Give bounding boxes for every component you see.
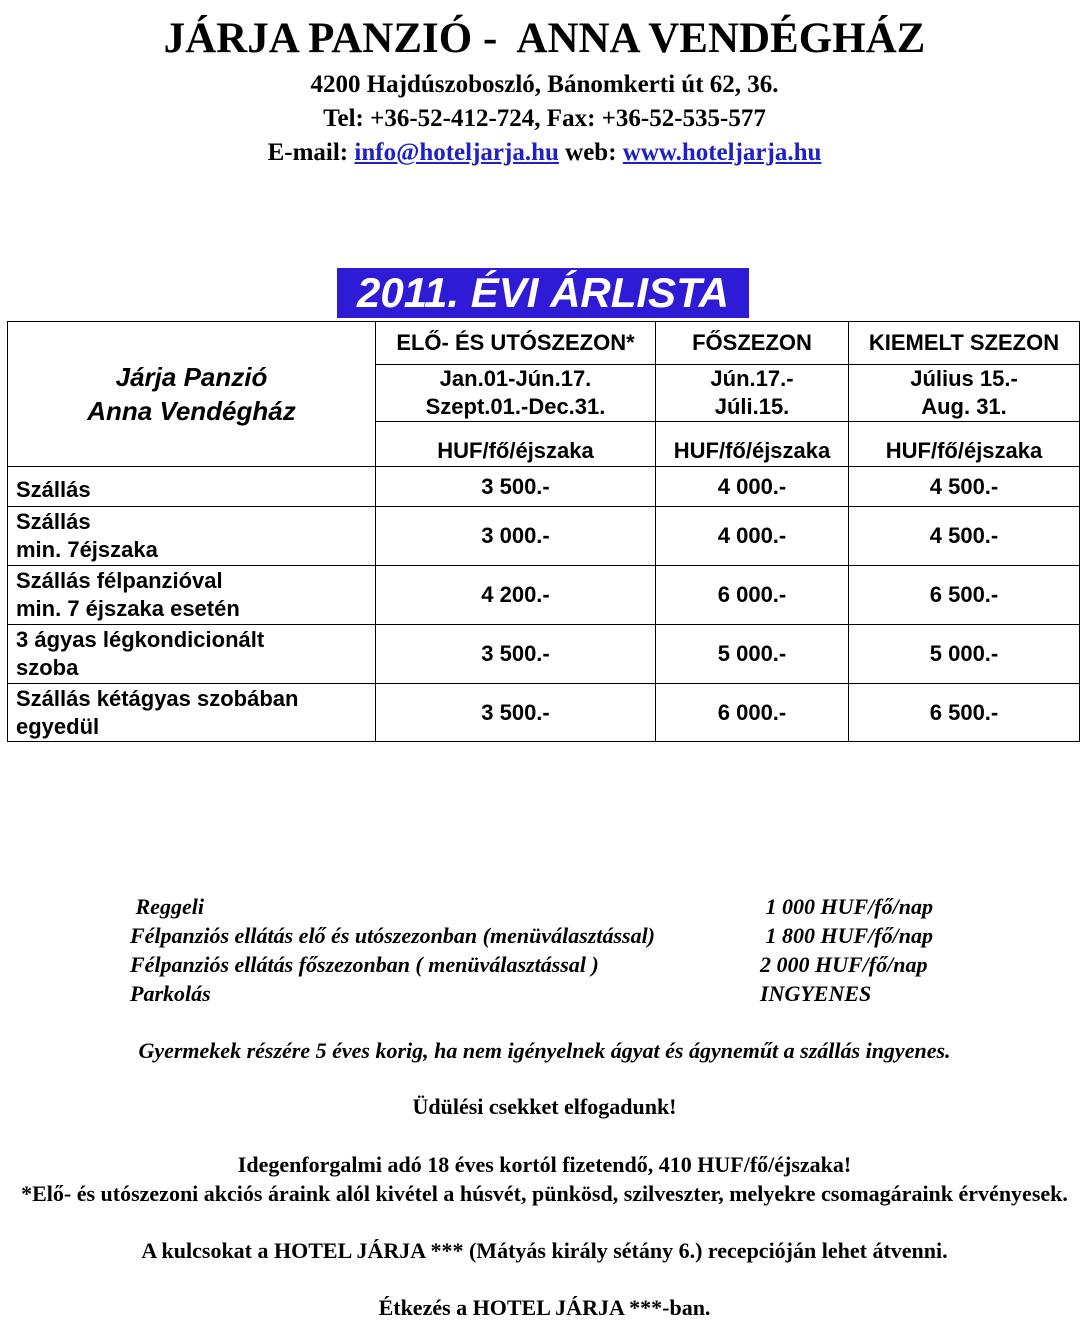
price-cell: 3 500.- [376, 625, 656, 684]
web-label: web: [558, 139, 623, 166]
pricelist-title: 2011. ÉVI ÁRLISTA [337, 268, 749, 318]
table-row [8, 566, 1080, 625]
season-unit-1: HUF/fő/éjszaka [376, 422, 656, 467]
price-cell: 6 500.- [849, 684, 1080, 742]
table-row [8, 467, 1080, 507]
name-line2: Anna Vendégház [87, 396, 296, 426]
email-link[interactable]: info@hoteljarja.hu [354, 139, 559, 166]
price-cell: 4 000.- [656, 467, 849, 507]
price-cell: 3 500.- [376, 684, 656, 742]
price-cell: 4 500.- [849, 507, 1080, 566]
price-cell: 4 500.- [849, 467, 1080, 507]
price-cell: 3 000.- [376, 507, 656, 566]
season-name-1: ELŐ- ÉS UTÓSZEZON* [376, 322, 656, 365]
price-cell: 3 500.- [376, 467, 656, 507]
phone-fax: Tel: +36-52-412-724, Fax: +36-52-535-577 [323, 105, 766, 132]
cheque-note: Üdülési csekket elfogadunk! [412, 1094, 677, 1119]
name-line1: Járja Panzió [115, 362, 268, 392]
extra-item: Reggeli [130, 894, 204, 919]
season-name-3: KIEMELT SZEZON [849, 322, 1080, 365]
row-label: Szállás min. 7éjszaka [8, 507, 376, 566]
price-cell: 6 000.- [656, 566, 849, 625]
price-cell: 6 000.- [656, 684, 849, 742]
web-link[interactable]: www.hoteljarja.hu [622, 139, 822, 166]
page-title: JÁRJA PANZIÓ - ANNA VENDÉGHÁZ [163, 15, 926, 62]
keys-note: A kulcsokat a HOTEL JÁRJA *** (Mátyás király sétány 6.) recepcióján lehet átvenni. [141, 1238, 948, 1263]
season-unit-2: HUF/fő/éjszaka [656, 422, 849, 467]
exception-note: *Elő- és utószezoni akciós áraink alól kivétel a húsvét, pünkösd, szilveszter, melyekre csomagáraink érvényesek. [21, 1181, 1068, 1206]
season-unit-3: HUF/fő/éjszaka [849, 422, 1080, 467]
table-row [8, 625, 1080, 684]
address: 4200 Hajdúszoboszló, Bánomkerti út 62, 36. [310, 71, 779, 98]
price-cell: 4 200.- [376, 566, 656, 625]
extra-price: 1 000 HUF/fő/nap [760, 894, 933, 919]
row-label: Szállás kétágyas szobában egyedül [8, 684, 376, 742]
season-dates-3: Július 15.- Aug. 31. [849, 365, 1080, 422]
price-cell: 4 000.- [656, 507, 849, 566]
season-dates-2: Jún.17.- Júli.15. [656, 365, 849, 422]
table-row [8, 684, 1080, 742]
extra-item: Félpanziós ellátás főszezonban ( menüválasztással ) [130, 952, 599, 977]
extra-price: INGYENES [760, 981, 872, 1006]
extra-item: Félpanziós ellátás elő és utószezonban (menüválasztással) [130, 923, 656, 948]
price-cell: 5 000.- [849, 625, 1080, 684]
children-note: Gyermekek részére 5 éves korig, ha nem igényelnek ágyat és ágyneműt a szállás ingyenes. [138, 1038, 951, 1063]
price-table [7, 321, 1080, 742]
table-header-name [8, 322, 376, 467]
row-label: 3 ágyas légkondicionált szoba [8, 625, 376, 684]
row-label: Szállás [8, 467, 376, 507]
price-cell: 5 000.- [656, 625, 849, 684]
extra-price: 2 000 HUF/fő/nap [760, 952, 928, 977]
price-cell: 6 500.- [849, 566, 1080, 625]
season-name-2: FŐSZEZON [656, 322, 849, 365]
contact-line [0, 137, 1089, 169]
meals-note: Étkezés a HOTEL JÁRJA ***-ban. [378, 1295, 711, 1320]
extra-price: 1 800 HUF/fő/nap [760, 923, 933, 948]
row-label: Szállás félpanzióval min. 7 éjszaka esetén [8, 566, 376, 625]
email-label: E-mail: [267, 139, 355, 166]
season-dates-1: Jan.01-Jún.17. Szept.01.-Dec.31. [376, 365, 656, 422]
table-row [8, 507, 1080, 566]
extra-item: Parkolás [130, 981, 211, 1006]
tax-note: Idegenforgalmi adó 18 éves kortól fizetendő, 410 HUF/fő/éjszaka! [237, 1152, 852, 1177]
